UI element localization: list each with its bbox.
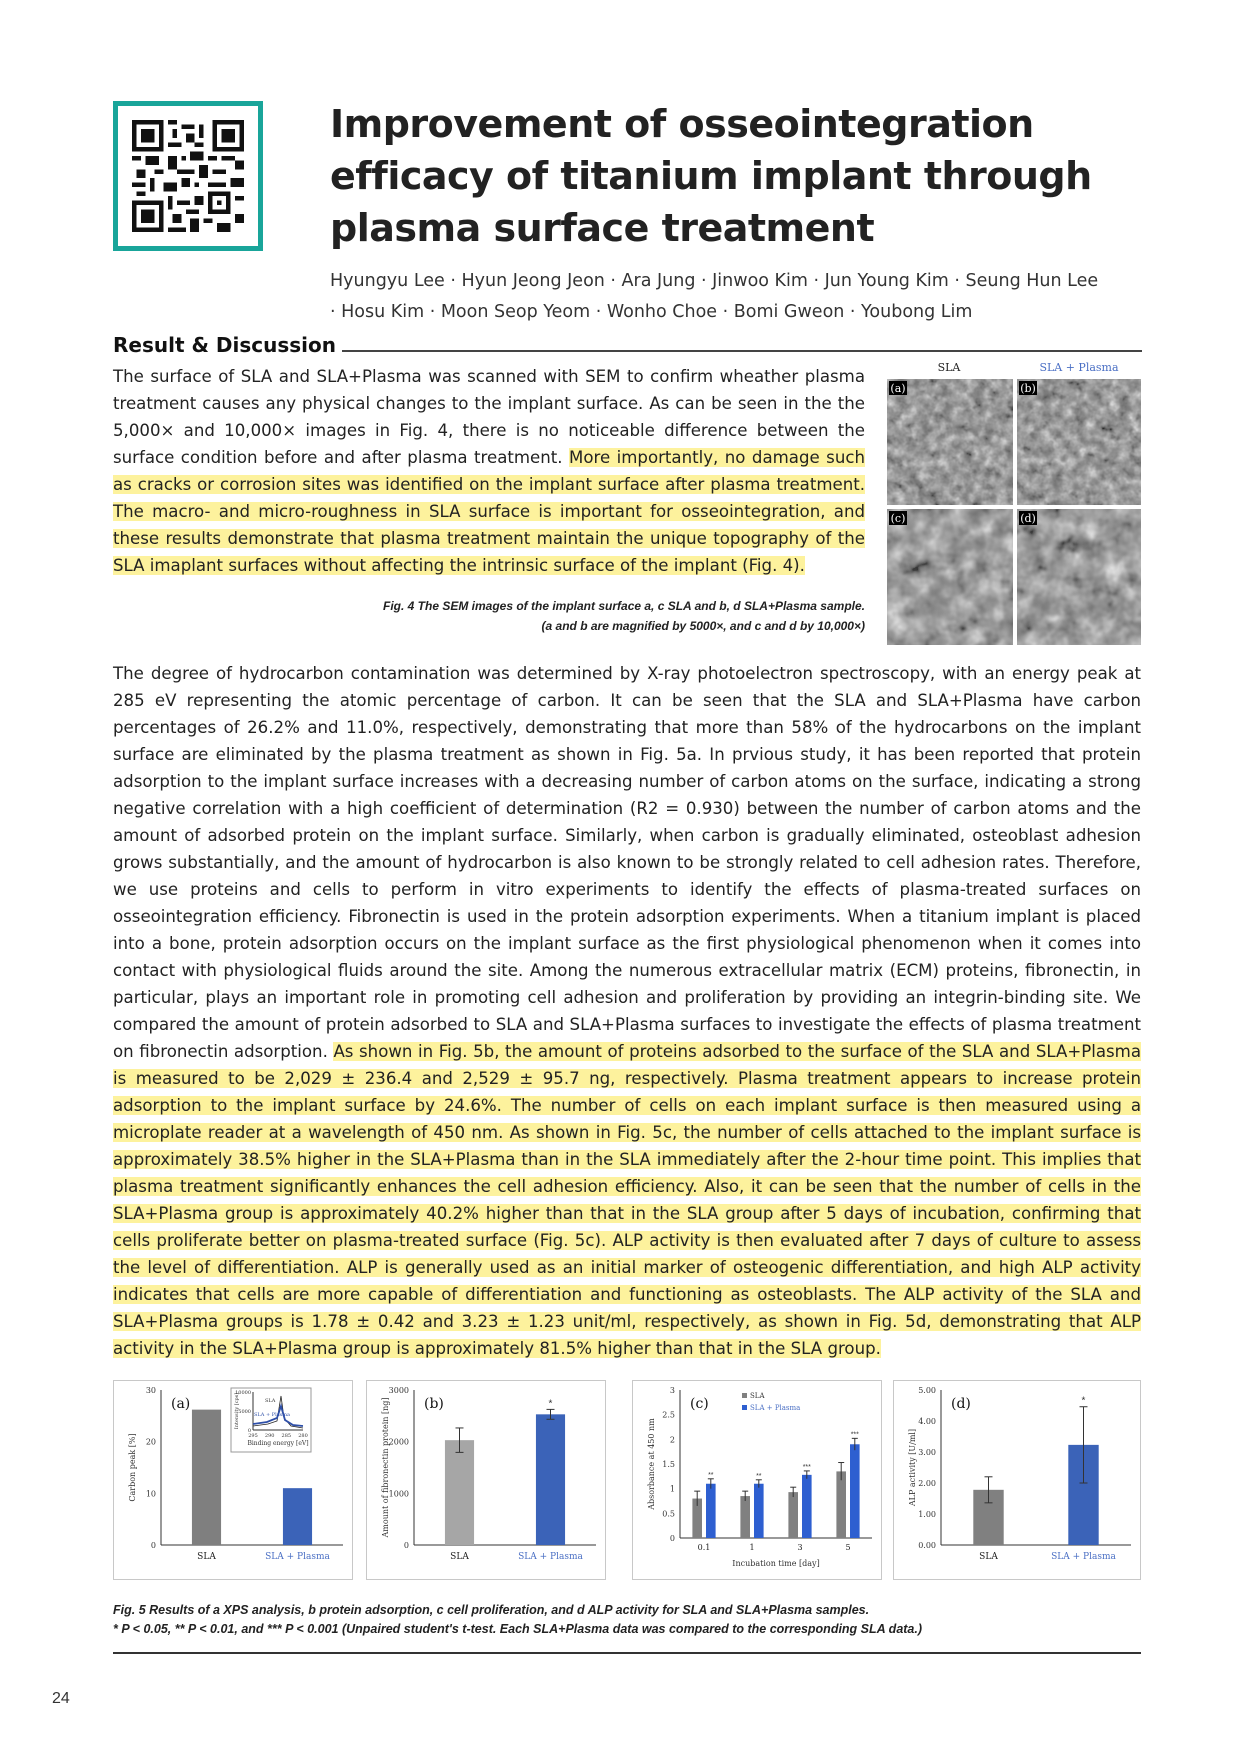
y-tick-label: 5.00 (918, 1386, 936, 1395)
figure-4-caption (300, 596, 865, 636)
inset-series-label: SLA + Plasma (254, 1412, 290, 1418)
section-divider (342, 350, 1142, 352)
inset-series-label: SLA (265, 1398, 276, 1404)
inset-x-tick: 285 (281, 1433, 292, 1439)
chart-frame (367, 1381, 606, 1580)
bar (536, 1414, 565, 1545)
chart-cell-proliferation (632, 1380, 882, 1580)
inset-y-tick: 10000 (235, 1390, 251, 1396)
y-axis-label: ALP activity [U/ml] (908, 1428, 917, 1507)
panel-label: (a) (171, 1396, 191, 1412)
x-tick-label: 1 (749, 1543, 755, 1552)
y-tick-label: 1.00 (918, 1510, 936, 1519)
y-tick-label: 3.00 (918, 1448, 936, 1457)
x-tick-label: SLA + Plasma (265, 1552, 330, 1562)
qr-code-frame[interactable] (113, 101, 263, 251)
significance-mark: ** (756, 1472, 762, 1480)
significance-mark: *** (802, 1463, 811, 1471)
bar (788, 1492, 798, 1538)
bar (850, 1444, 860, 1538)
y-tick-label: 1000 (388, 1489, 409, 1499)
authors-line-1: Hyungyu Lee · Hyun Jeong Jeon · Ara Jung · Jinwoo Kim · Jun Young Kim · Seung Hun Lee (330, 271, 1099, 291)
y-tick-label: 0 (403, 1541, 409, 1550)
legend-label: SLA + Plasma (750, 1404, 801, 1412)
bar (445, 1440, 474, 1545)
y-tick-label: 2.00 (918, 1479, 936, 1488)
author-list (330, 266, 1130, 328)
panel-label: (d) (951, 1396, 971, 1412)
y-axis-label: Carbon peak [%] (128, 1433, 137, 1502)
legend-swatch (742, 1405, 747, 1410)
x-axis-label: Incubation time [day] (732, 1559, 820, 1568)
x-tick-label: SLA + Plasma (518, 1552, 583, 1562)
significance-mark: * (1081, 1395, 1086, 1407)
x-tick-label: SLA (197, 1552, 216, 1562)
highlighted-text: As shown in Fig. 5b, the amount of proteins adsorbed to the surface of the SLA and SLA+Plasma is measured to be 2,029 ± 236.4 and 2,529 ± 95.7 ng, respectively. Plasma treatment appears to increase protein adsorption to the implant surface by 24.6%. The number of cells on each implant surface is then measured using a microplate reader at a wavelength of 450 nm. As shown in Fig. 5c, the number of cells attached to the implant surface is approximately 38.5% higher in the SLA+Plasma than in the SLA immediately after the 2-hour time point. This implies that plasma treatment significantly enhances the cell adhesion efficiency. Also, it can be seen that the number of cells in the SLA+Plasma group is approximately 40.2% higher than that in the SLA group after 5 days of incubation, confirming that cells proliferate better on plasma-treated surface (Fig. 5c). ALP activity is then evaluated after 7 days of culture to assess the level of differentiation. ALP is generally used as an initial marker of osteogenic differentiation, and high ALP activity indicates that cells are more capable of differentiation and functioning as osteoblasts. The ALP activity of the SLA and SLA+Plasma groups is 1.78 ± 0.42 and 3.23 ± 1.23 unit/ml, respectively, as shown in Fig. 5d, demonstrating that ALP activity in the SLA+Plasma group is approximately 81.5% higher than that in the SLA group. (113, 1042, 1141, 1358)
bar (740, 1496, 750, 1538)
bar (754, 1484, 764, 1538)
significance-mark: ** (708, 1471, 714, 1479)
panel-label-c: (c) (890, 512, 906, 525)
panel-label-d: (d) (1020, 512, 1036, 525)
fig5-caption-line-2: * P < 0.05, ** P < 0.01, and *** P < 0.001 (Unpaired student's t-test. Each SLA+Plasma data was compared to the corresponding SLA data.) (113, 1622, 923, 1636)
bar (802, 1475, 812, 1538)
x-tick-label: SLA + Plasma (1051, 1552, 1116, 1562)
chart-protein-adsorption (366, 1380, 606, 1580)
y-tick-label: 2 (669, 1435, 675, 1445)
y-tick-label: 2.5 (662, 1410, 675, 1420)
inset-x-tick: 295 (248, 1433, 258, 1439)
paragraph-xps (113, 660, 1141, 1362)
x-tick-label: SLA (979, 1552, 998, 1562)
qr-code-icon (132, 120, 244, 232)
y-axis-label: Absorbance at 450 nm (647, 1418, 656, 1510)
article-title: Improvement of osseointegration efficacy of titanium implant through plasma surface treatment (330, 102, 1092, 250)
y-tick-label: 20 (145, 1437, 156, 1447)
x-tick-label: 3 (797, 1543, 803, 1552)
page-number: 24 (52, 1690, 70, 1707)
paragraph-text: The degree of hydrocarbon contamination was determined by X-ray photoelectron spectroscopy, with an energy peak at 285 eV representing the atomic percentage of carbon. It can be seen that the SLA and SLA+Plasma have carbon percentages of 26.2% and 11.0%, respectively, demonstrating that more than 58% of the hydrocarbons on the implant surface are eliminated by the plasma treatment as shown in Fig. 5a. In prvious study, it has been reported that protein adsorption to the implant surface increases with a decreasing number of carbon atoms on the surface, indicating a strong negative correlation with a high coefficient of determination (R2 = 0.930) between the number of carbon atoms and the amount of adsorbed protein on the implant surface. Similarly, when carbon is gradually eliminated, osteoblast adhesion grows substantially, and the amount of hydrocarbon is also known to be strongly related to cell adhesion rates. Therefore, we use proteins and cells to perform in vitro experiments to identify the effects of plasma-treated surfaces on osseointegration efficiency. Fibronectin is used in the protein adsorption experiments. When a titanium implant is placed into a bone, protein adsorption occurs on the implant surface as the first physiological phenomenon when it comes into contact with physiological fluids around the site. Among the numerous extracellular matrix (ECM) proteins, fibronectin, in particular, plays an important role in promoting cell adhesion and proliferation by providing an integrin-binding site. We compared the amount of protein adsorbed to SLA and SLA+Plasma surfaces to investigate the effects of plasma treatment on fibronectin adsorption. (113, 664, 1141, 1061)
y-tick-label: 4.00 (918, 1417, 936, 1426)
highlighted-text: More importantly, no damage such as cracks or corrosion sites was identified on the implant surface after plasma treatment. The macro- and micro-roughness in SLA surface is important for osseointegration, and these results demonstrate that plasma treatment maintain the unique topography of the SLA imaplant surfaces without affecting the intrinsic surface of the implant (Fig. 4). (113, 448, 865, 575)
bar (283, 1488, 312, 1545)
y-tick-label: 3000 (388, 1386, 409, 1395)
legend-swatch (742, 1393, 747, 1398)
section-heading: Result & Discussion (113, 333, 336, 357)
chart-xps (113, 1380, 353, 1580)
figure-5-caption (113, 1601, 1141, 1639)
bar (706, 1484, 716, 1538)
y-tick-label: 10 (145, 1489, 156, 1499)
inset-x-label: Binding energy [eV] (247, 1440, 309, 1447)
authors-line-2: · Hosu Kim · Moon Seop Yeom · Wonho Choe · Bomi Gweon · Youbong Lim (330, 302, 973, 322)
significance-mark: *** (850, 1431, 859, 1439)
inset-y-tick: 5000 (238, 1409, 251, 1415)
legend-label: SLA (750, 1392, 765, 1400)
y-tick-label: 1 (669, 1484, 675, 1494)
significance-mark: * (548, 1398, 553, 1410)
bar (836, 1471, 846, 1538)
bar (192, 1410, 221, 1545)
y-tick-label: 2000 (388, 1437, 409, 1447)
x-tick-label: 5 (845, 1543, 851, 1552)
x-tick-label: 0.1 (697, 1543, 711, 1552)
paragraph-text: The surface of SLA and SLA+Plasma was scanned with SEM to confirm wheather plasma treatment causes any physical changes to the implant surface. As can be seen in the the 5,000× and 10,000× images in Fig. 4, there is no noticeable difference between the surface condition before and after plasma treatment. (113, 367, 865, 467)
inset-x-tick: 290 (264, 1433, 275, 1439)
footer-divider (113, 1652, 1141, 1654)
inset-y-tick: 0 (247, 1428, 251, 1434)
panel-label: (b) (424, 1396, 444, 1412)
fig4-caption-line-2: (a and b are magnified by 5000×, and c and d by 10,000×) (541, 619, 865, 633)
x-tick-label: SLA (450, 1552, 469, 1562)
y-tick-label: 1.5 (662, 1460, 675, 1469)
fig4-caption-line-1: Fig. 4 The SEM images of the implant surface a, c SLA and b, d SLA+Plasma sample. (382, 599, 865, 613)
panel-label: (c) (690, 1396, 709, 1412)
inset-x-tick: 280 (298, 1433, 308, 1439)
y-tick-label: 0 (150, 1541, 156, 1550)
y-tick-label: 0.5 (662, 1509, 675, 1519)
chart-alp-activity (893, 1380, 1141, 1580)
y-tick-label: 3 (669, 1386, 675, 1395)
inset-y-label: Intensity [cps] (234, 1392, 240, 1430)
fig5-caption-line-1: Fig. 5 Results of a XPS analysis, b protein adsorption, c cell proliferation, and d ALP activity for SLA and SLA+Plasma samples. (113, 1603, 870, 1617)
fig4-label-plasma: SLA + Plasma (1039, 361, 1119, 374)
y-tick-label: 0.00 (918, 1541, 936, 1550)
y-axis-label: Amount of fibronectin protein [ng] (381, 1397, 390, 1538)
y-tick-label: 0 (669, 1534, 675, 1543)
fig4-label-sla: SLA (937, 361, 961, 374)
figure-4-sem-images (885, 357, 1141, 647)
paragraph-sem (113, 363, 865, 579)
panel-label-a: (a) (890, 382, 906, 395)
panel-label-b: (b) (1020, 382, 1036, 395)
y-tick-label: 30 (145, 1386, 156, 1395)
